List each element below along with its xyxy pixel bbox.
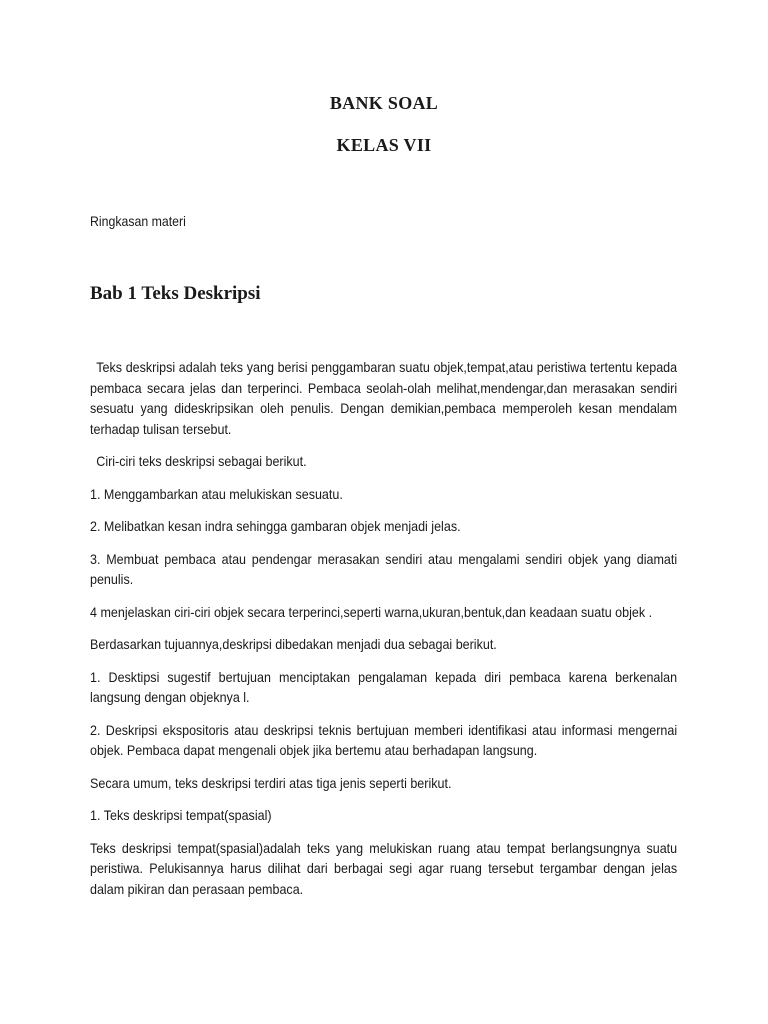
paragraph-definition: Teks deskripsi adalah teks yang berisi penggambaran suatu objek,tempat,atau peristiwa tertentu kepada pembaca secara jelas dan terperinci. Pembaca seolah-olah melihat,mendengar,dan merasakan sendiri sesuatu yang dideskripsikan oleh penulis. Dengan demikian,pembaca memperoleh kesan mendalam terhadap tulisan tersebut. — [90, 359, 678, 437]
paragraph-ciri-intro: Ciri-ciri teks deskripsi sebagai berikut. — [96, 453, 307, 469]
document-subtitle: KELAS VII — [336, 135, 432, 155]
list-item: 1. Menggambarkan atau melukiskan sesuatu. — [90, 485, 343, 502]
paragraph-jenis-intro: Secara umum, teks deskripsi terdiri atas tiga jenis seperti berikut. — [90, 774, 452, 791]
paragraph-spasial: Teks deskripsi tempat(spasial)adalah teks yang melukiskan ruang atau tempat berlangsungnya suatu peristiwa. Pelukisannya harus dilihat dari berbagai segi agar ruang tersebut tergambar dengan jelas dalam pikiran dan perasaan pembaca. — [90, 839, 678, 897]
list-item: 1. Teks deskripsi tempat(spasial) — [90, 807, 272, 823]
document-body — [90, 357, 677, 911]
list-item: 2. Melibatkan kesan indra sehingga gambaran objek menjadi jelas. — [90, 518, 461, 534]
list-item: 1. Desktipsi sugestif bertujuan menciptakan pengalaman kepada diri pembaca karena berkenalan langsung dengan objeknya l. — [90, 668, 678, 705]
paragraph-tujuan-intro: Berdasarkan tujuannya,deskripsi dibedakan menjadi dua sebagai berikut. — [90, 636, 497, 652]
list-item: 2. Deskripsi ekspositoris atau deskripsi teknis bertujuan memberi identifikasi atau informasi mengernai objek. Pembaca dapat mengenali objek jika bertemu atau berhadapan langsung. — [90, 721, 678, 758]
chapter-heading: Bab 1 Teks Deskripsi — [90, 283, 261, 304]
document-title: BANK SOAL — [329, 93, 439, 113]
list-item: 3. Membuat pembaca atau pendengar merasakan sendiri atau mengalami sendiri objek yang diamati penulis. — [90, 550, 678, 587]
list-item: 4 menjelaskan ciri-ciri objek secara terperinci,seperti warna,ukuran,bentuk,dan keadaan suatu objek . — [90, 603, 653, 620]
section-label: Ringkasan materi — [90, 213, 186, 229]
